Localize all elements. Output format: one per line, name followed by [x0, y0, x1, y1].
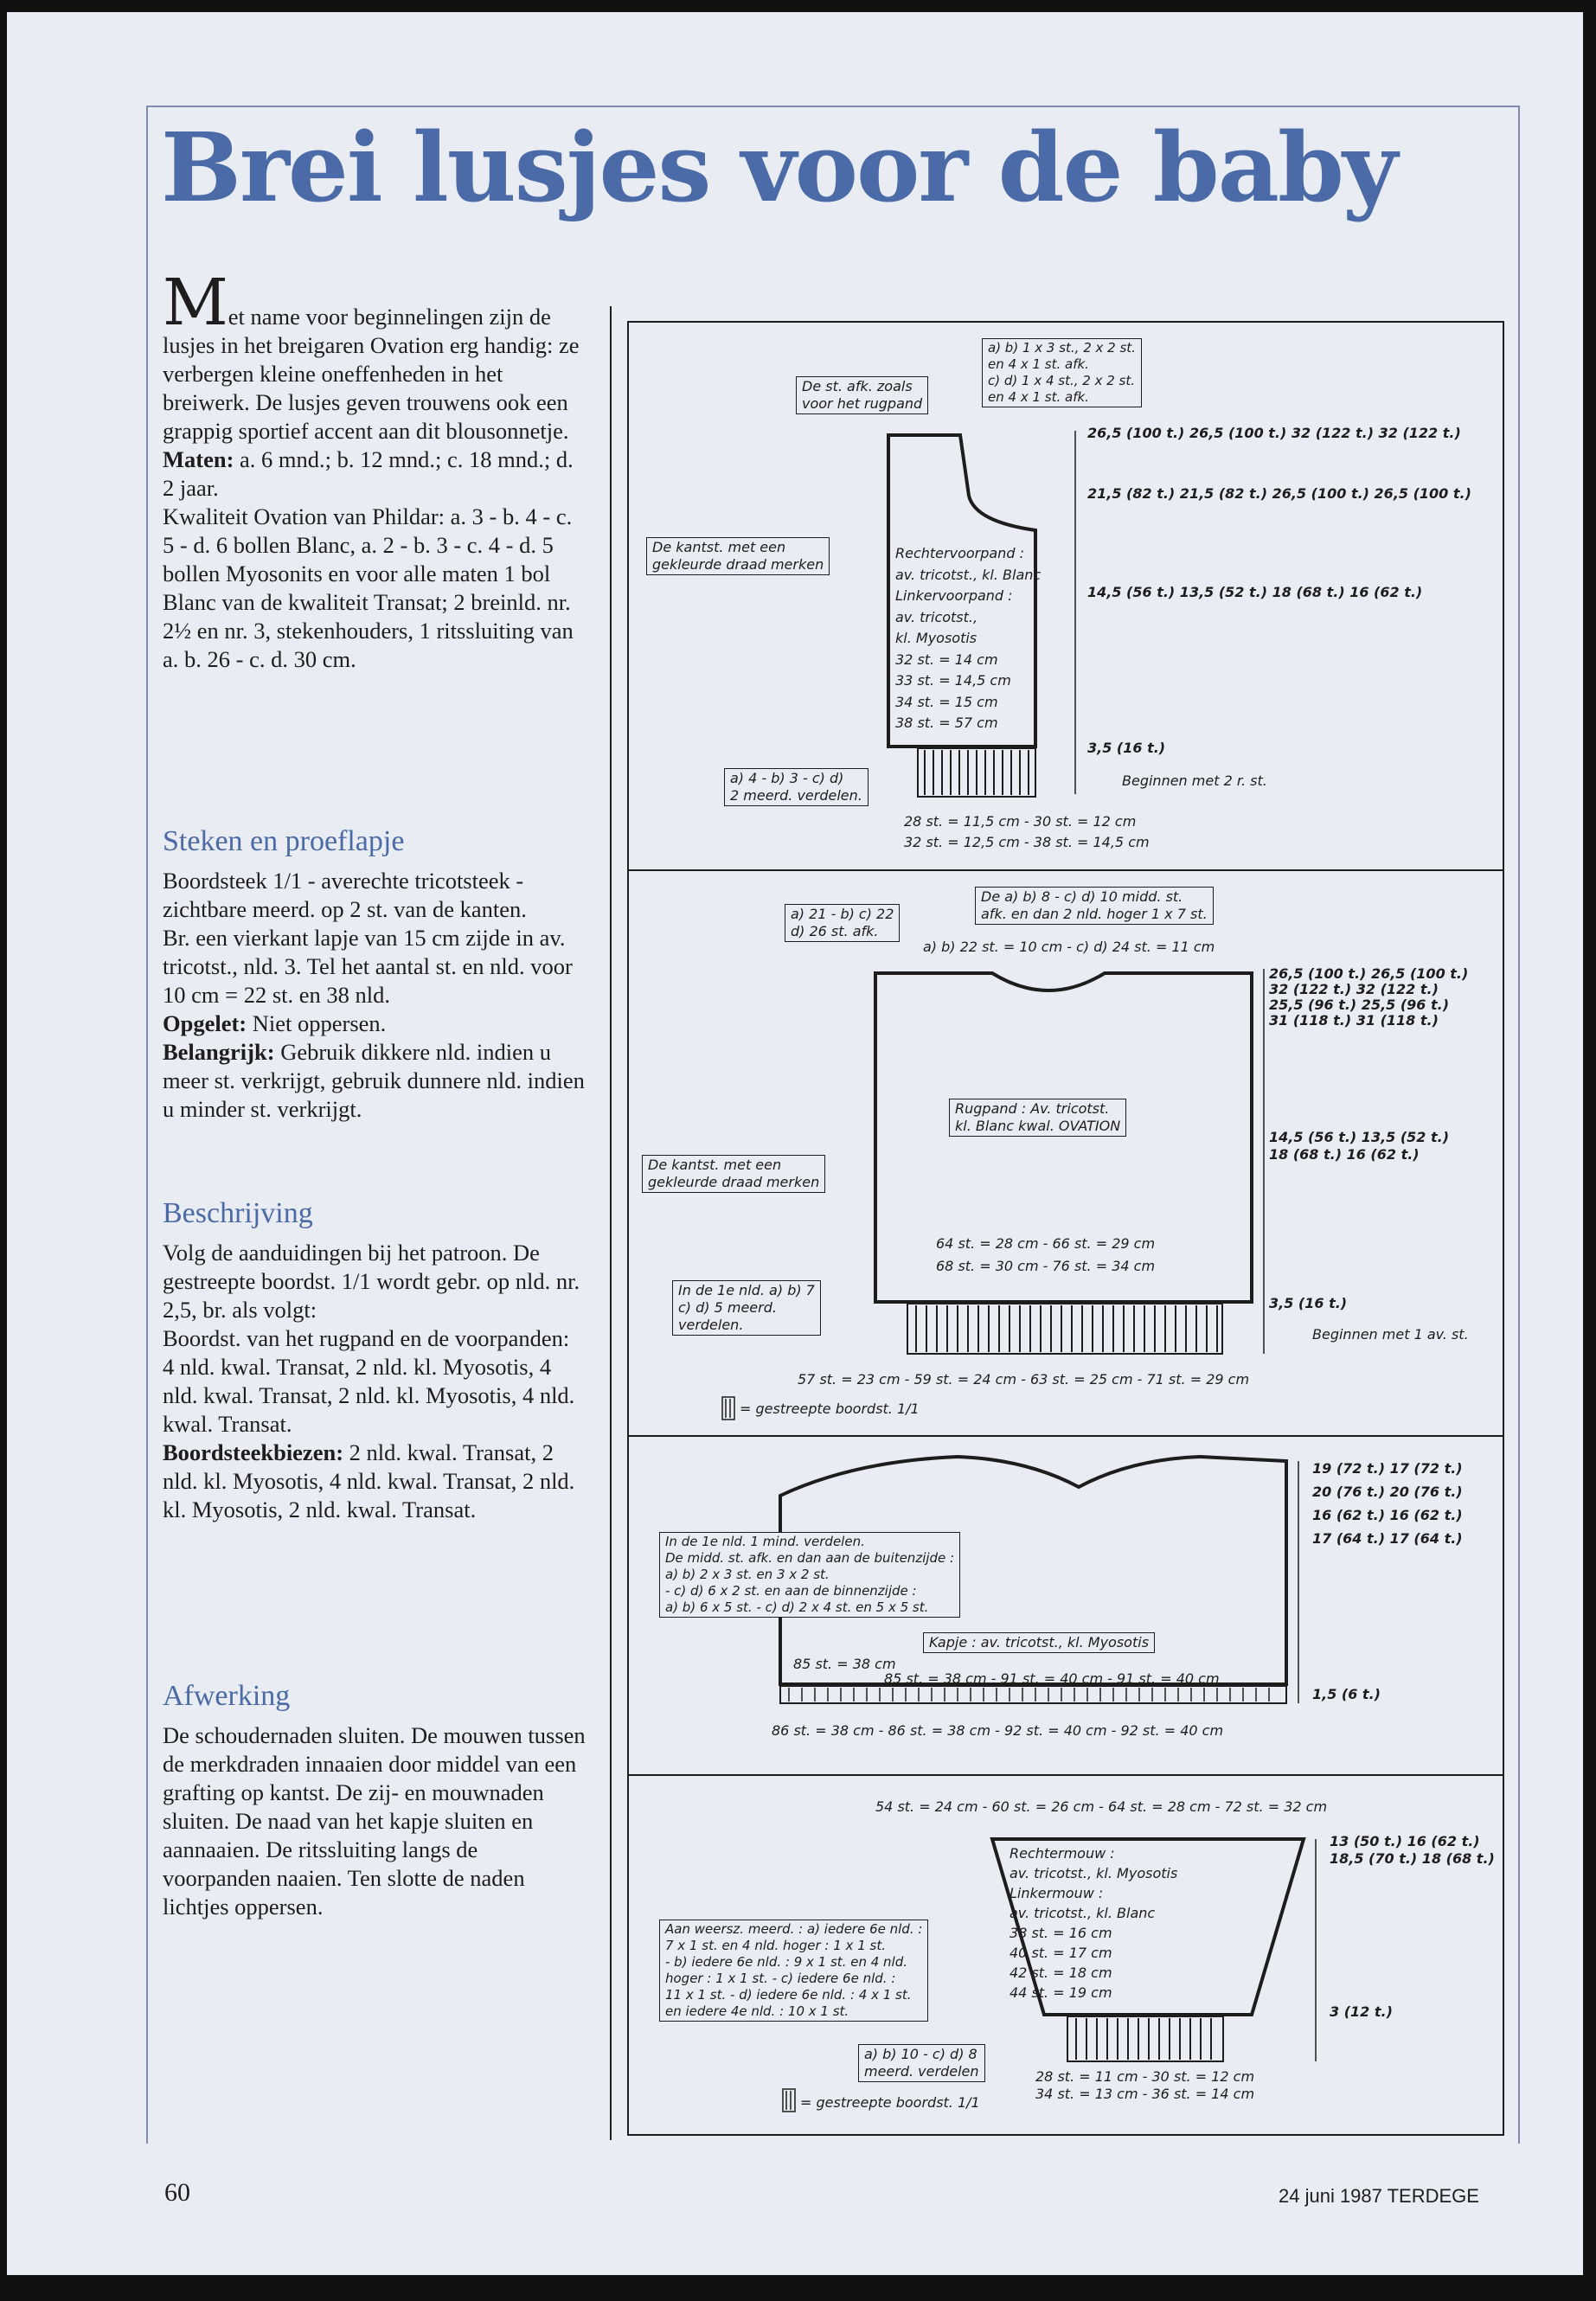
rugpand-afk1-note: a) 21 - b) c) 22 d) 26 st. afk. — [785, 904, 900, 942]
beschrijving-text: Volg de aanduidingen bij het patroon. De gestreepte boordst. 1/1 wordt gebr. op nld. nr. 2,5, br. als volgt: Boordst. van het rugpand en de voorpanden: 4 nld. kwal. Transat, 2 nld. kl. Myosotis, 4 nld. kwal. Transat, 2 nld. kl. Myosotis, 4 nld. kwal. Transat. Boordsteekbiezen: 2 nld. kwal. Transat, 2 nld. kl. Myosotis, 4 nld. kwal. Transat, 2 nld. kl. Myosotis, 2 nld. kwal. Transat. — [163, 1240, 580, 1522]
page-number: 60 — [164, 2178, 190, 2207]
mouw-label: Rechtermouw : av. tricotst., kl. Myosotis Linkermouw : av. tricotst., kl. Blanc 38 st. = 16 cm 40 st. = 17 cm 42 st. = 18 cm 44 st. = 19 cm — [1010, 1845, 1178, 2001]
intro-text: Met name voor beginnelingen zijn de lusjes in het breigaren Ovation erg handig: ze verbergen kleine oneffenheden in het breiwerk. De lusjes geven trouwens ook een grappig sportief accent aan dit blousonnetje. Maten: a. 6 mnd.; b. 12 mnd.; c. 18 mnd.; d. 2 jaar. Kwaliteit Ovation van Phildar: a. 3 - b. 4 - c. 5 - d. 6 bollen Blanc, a. 2 - b. 3 - c. 4 - d. 5 bollen Myosonits en voor alle maten 1 bol Blanc van de kwaliteit Transat; 2 breinld. nr. 2½ en nr. 3, stekenhouders, 1 ritssluiting van a. b. 26 - c. d. 30 cm. — [163, 266, 580, 672]
voorpand-hals-note: a) b) 1 x 3 st., 2 x 2 st. en 4 x 1 st. afk. c) d) 1 x 4 st., 2 x 2 st. en 4 x 1 st. afk. — [982, 338, 1142, 407]
issue-date: 24 juni 1987 TERDEGE — [1279, 2185, 1479, 2207]
kapje-steken-1: 85 st. = 38 cm — [793, 1656, 896, 1672]
rugpand-measure-1: 26,5 (100 t.) 26,5 (100 t.) 32 (122 t.) 32 (122 t.) 25,5 (96 t.) 25,5 (96 t.) 31 (118 t.) 31 (118 t.) — [1269, 965, 1469, 1029]
mouw-meerd-note: a) b) 10 - c) d) 8 meerd. verdelen — [858, 2044, 985, 2082]
rugpand-afk2-note: De a) b) 8 - c) d) 10 midd. st. afk. en dan 2 nld. hoger 1 x 7 st. — [975, 887, 1214, 925]
column-divider — [610, 306, 612, 2140]
mouw-breedte: 28 st. = 11 cm - 30 st. = 12 cm 34 st. = 13 cm - 36 st. = 14 cm — [1035, 2068, 1255, 2102]
drop-cap: M — [163, 266, 228, 340]
kapje-label: Kapje : av. tricotst., kl. Myosotis — [923, 1632, 1155, 1653]
rugpand-label: Rugpand : Av. tricotst. kl. Blanc kwal. OVATION — [949, 1099, 1126, 1137]
mouw-legend: = gestreepte boordst. 1/1 — [800, 2094, 980, 2111]
diagram-mouw — [627, 1774, 1504, 2136]
voorpand-kantst-note: De kantst. met een gekleurde draad merken — [646, 537, 830, 575]
diagram-voorpand — [627, 321, 1504, 871]
diagram-kapje — [627, 1435, 1504, 1776]
kapje-steken-2: 85 st. = 38 cm - 91 st. = 40 cm - 91 st. = 40 cm — [884, 1670, 1220, 1687]
steken-text: Boordsteek 1/1 - averechte tricotsteek - zichtbare meerd. op 2 st. van de kanten. Br. een vierkant lapje van 15 cm zijde in av. tricotst., nld. 3. Tel het aantal st. en nld. voor 10 cm = 22 st. en 38 nld. Opgelet: Niet oppersen. Belangrijk: Gebruik dikkere nld. indien u meer st. verkrijgt, gebruik dunnere nld. indien u minder st. verkrijgt. — [163, 868, 585, 1122]
rugpand-steken: 64 st. = 28 cm - 66 st. = 29 cm 68 st. = 30 cm - 76 st. = 34 cm — [936, 1235, 1156, 1274]
section-heading-afwerking: Afwerking — [163, 1680, 291, 1712]
mouw-instructions: Aan weersz. meerd. : a) iedere 6e nld. : 7 x 1 st. en 4 nld. hoger : 1 x 1 st. - b) iedere 6e nld. : 9 x 1 st. en 4 nld. hoger : 1 x 1 st. - c) iedere 6e nld. : 11 x 1 st. - d) iedere 6e nld. : 4 x 1 st. en iedere 4e nld. : 10 x 1 st. — [659, 1920, 928, 2022]
mouw-measure-1: 13 (50 t.) 16 (62 t.) 18,5 (70 t.) 18 (68 t.) — [1330, 1833, 1495, 1867]
kapje-breedte: 86 st. = 38 cm - 86 st. = 38 cm - 92 st. = 40 cm - 92 st. = 40 cm — [772, 1722, 1224, 1739]
voorpand-label: Rechtervoorpand : av. tricotst., kl. Blanc Linkervoorpand : av. tricotst., kl. Myosotis 32 st. = 14 cm 33 st. = 14,5 cm 34 st. = 15 cm 38 st. = 57 cm — [895, 545, 1042, 731]
diagram-rugpand — [627, 869, 1504, 1437]
kapje-instructions: In de 1e nld. 1 mind. verdelen. De midd. st. afk. en dan aan de buitenzijde : a) b) 2 x 3 st. en 3 x 2 st. - c) d) 6 x 2 st. en aan de binnenzijde : a) b) 6 x 5 st. - c) d) 2 x 4 st. en 5 x 5 st. — [659, 1532, 960, 1618]
rugpand-measure-3: 3,5 (16 t.) — [1269, 1295, 1348, 1311]
rugpand-legend: = gestreepte boordst. 1/1 — [740, 1400, 920, 1417]
afwerking-text: De schoudernaden sluiten. De mouwen tussen de merkdraden innaaien door middel van een grafting op kantst. De zij- en mouwnaden sluiten. De naad van het kapje sluiten en aannaaien. De ritssluiting langs de voorpanden naaien. Ten slotte de naden lichtjes oppersen. — [163, 1722, 586, 1920]
voorpand-afk-note: De st. afk. zoals voor het rugpand — [796, 376, 928, 414]
voorpand-measure-4: 3,5 (16 t.) — [1087, 740, 1166, 756]
rugpand-kantst-note: De kantst. met een gekleurde draad merken — [642, 1155, 825, 1193]
rugpand-breedte: 57 st. = 23 cm - 59 st. = 24 cm - 63 st. = 25 cm - 71 st. = 29 cm — [798, 1371, 1250, 1388]
voorpand-begin: Beginnen met 2 r. st. — [1122, 772, 1267, 789]
section-heading-beschrijving: Beschrijving — [163, 1197, 313, 1229]
voorpand-measure-3: 14,5 (56 t.) 13,5 (52 t.) 18 (68 t.) 16 (62 t.) — [1087, 584, 1423, 600]
mouw-top: 54 st. = 24 cm - 60 st. = 26 cm - 64 st. = 28 cm - 72 st. = 32 cm — [875, 1798, 1328, 1815]
voorpand-breedte: 28 st. = 11,5 cm - 30 st. = 12 cm 32 st. = 12,5 cm - 38 st. = 14,5 cm — [904, 813, 1150, 850]
kapje-measure-1: 19 (72 t.) 17 (72 t.) 20 (76 t.) 20 (76 t.) 16 (62 t.) 16 (62 t.) 17 (64 t.) 17 (64 t.) — [1312, 1460, 1463, 1547]
rugpand-begin: Beginnen met 1 av. st. — [1312, 1326, 1469, 1343]
article-title: Brei lusjes voor de baby — [161, 112, 1396, 223]
rugpand-meerd-note: In de 1e nld. a) b) 7 c) d) 5 meerd. verdelen. — [672, 1280, 821, 1336]
voorpand-meerd-note: a) 4 - b) 3 - c) d) 2 meerd. verdelen. — [724, 768, 869, 806]
section-heading-steken: Steken en proeflapje — [163, 825, 405, 857]
magazine-page — [7, 12, 1583, 2275]
voorpand-measure-1: 26,5 (100 t.) 26,5 (100 t.) 32 (122 t.) 32 (122 t.) — [1087, 425, 1461, 441]
kapje-measure-2: 1,5 (6 t.) — [1312, 1686, 1381, 1702]
rugpand-hals: a) b) 22 st. = 10 cm - c) d) 24 st. = 11 cm — [923, 939, 1215, 955]
mouw-measure-2: 3 (12 t.) — [1330, 2003, 1393, 2020]
rugpand-measure-2: 14,5 (56 t.) 13,5 (52 t.) 18 (68 t.) 16 (62 t.) — [1269, 1129, 1450, 1163]
voorpand-measure-2: 21,5 (82 t.) 21,5 (82 t.) 26,5 (100 t.) 26,5 (100 t.) — [1087, 485, 1471, 502]
